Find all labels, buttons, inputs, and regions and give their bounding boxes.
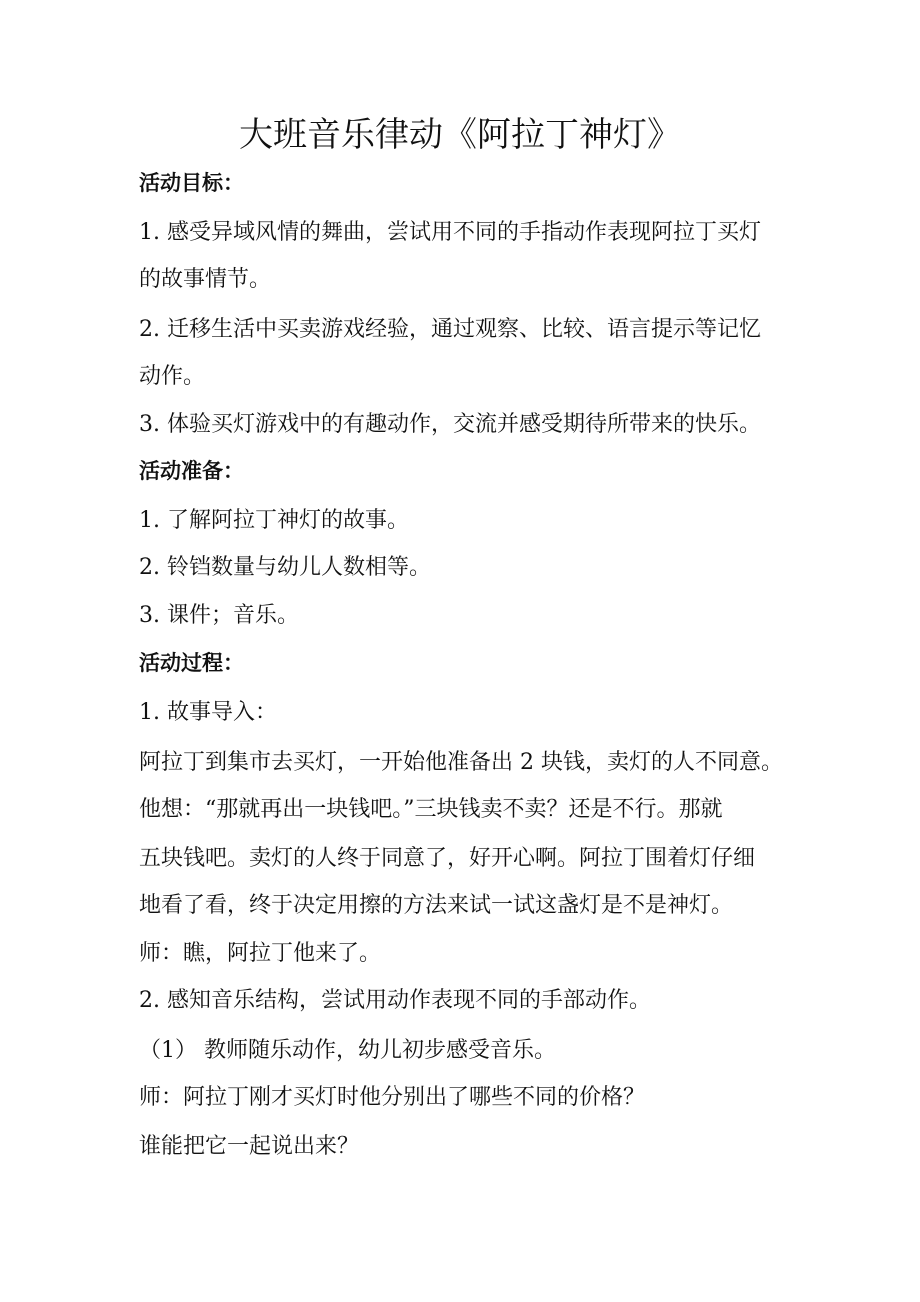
preparation-heading: 活动准备： [139,459,244,483]
question-line: 谁能把它一起说出来？ [139,1134,360,1159]
story-line-2: 他想：“那就再出一块钱吧。”三块钱卖不卖？还是不行。那就 [139,797,723,822]
process-step-2: 2. 感知音乐结构，尝试用动作表现不同的手部动作。 [139,988,651,1013]
teacher-line-2: 师：阿拉丁刚才买灯时他分别出了哪些不同的价格？ [139,1085,646,1110]
goals-heading: 活动目标： [139,171,244,195]
goal-item-3: 3. 体验买灯游戏中的有趣动作，交流并感受期待所带来的快乐。 [139,412,761,437]
goal-item-2-line-1: 2. 迁移生活中买卖游戏经验，通过观察、比较、语言提示等记忆 [139,317,761,342]
story-line-1: 阿拉丁到集市去买灯，一开始他准备出 2 块钱，卖灯的人不同意。 [139,750,783,775]
preparation-item-2: 2. 铃铛数量与幼儿人数相等。 [139,555,431,580]
preparation-item-1: 1. 了解阿拉丁神灯的故事。 [139,508,409,533]
preparation-item-3: 3. 课件；音乐。 [139,603,299,628]
story-line-3: 五块钱吧。卖灯的人终于同意了，好开心啊。阿拉丁围着灯仔细 [139,846,756,871]
story-line-4: 地看了看，终于决定用擦的方法来试一试这盏灯是不是神灯。 [139,893,734,918]
goal-item-1-line-2: 的故事情节。 [139,267,272,292]
document-title: 大班音乐律动《阿拉丁神灯》 [239,115,681,155]
process-heading: 活动过程： [139,651,244,675]
goal-item-1-line-1: 1. 感受异域风情的舞曲，尝试用不同的手指动作表现阿拉丁买灯 [139,220,761,245]
process-sub-step-1: （1） 教师随乐动作，幼儿初步感受音乐。 [139,1038,556,1063]
goal-item-2-line-2: 动作。 [139,364,206,389]
process-step-1: 1. 故事导入： [139,700,277,725]
teacher-line-1: 师：瞧，阿拉丁他来了。 [139,941,382,966]
